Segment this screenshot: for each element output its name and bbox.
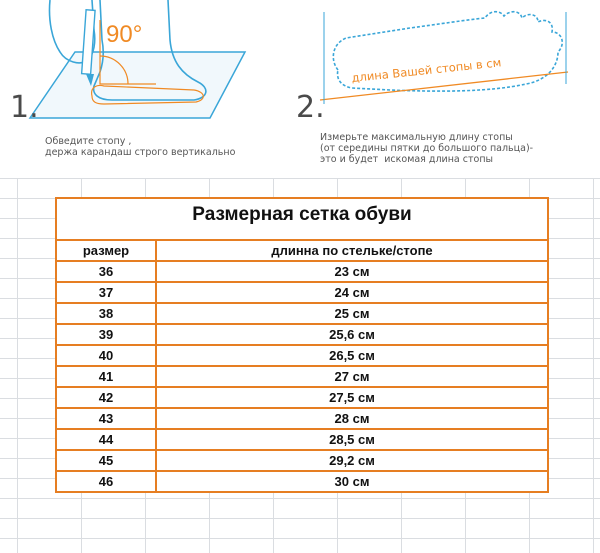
size-cell: 45 [56,450,156,471]
table-row [56,429,548,450]
size-cell: 36 [56,261,156,282]
length-cell: 27 см [156,366,548,387]
step-2 [290,0,600,178]
step-number-1: 1. [10,90,39,125]
length-cell: 24 см [156,282,548,303]
table-header-row [56,240,548,261]
length-cell: 28,5 см [156,429,548,450]
length-cell: 29,2 см [156,450,548,471]
length-cell: 23 см [156,261,548,282]
size-cell: 40 [56,345,156,366]
table-row [56,450,548,471]
size-cell: 43 [56,408,156,429]
size-cell: 37 [56,282,156,303]
instructions-panel [0,0,600,178]
size-cell: 38 [56,303,156,324]
size-cell: 44 [56,429,156,450]
length-cell: 28 см [156,408,548,429]
table-spacer [56,230,548,240]
foot-length-label: длина Вашей стопы в см [350,55,502,85]
table-row [56,366,548,387]
table-row [56,387,548,408]
length-cell: 25 см [156,303,548,324]
size-cell: 46 [56,471,156,492]
size-cell: 39 [56,324,156,345]
step-number-2: 2. [296,90,325,125]
length-cell: 30 см [156,471,548,492]
table-row [56,282,548,303]
table-title: Размерная сетка обуви [56,198,548,230]
size-cell: 42 [56,387,156,408]
shoe-size-table [55,197,549,493]
length-cell: 25,6 см [156,324,548,345]
table-row [56,324,548,345]
size-cell: 41 [56,366,156,387]
length-cell: 26,5 см [156,345,548,366]
table-row [56,408,548,429]
step-1 [0,0,290,178]
table-row [56,471,548,492]
step-1-caption: Обведите стопу , держа карандаш строго вертикально [45,136,236,158]
step-2-caption: Измерьте максимальную длину стопы (от середины пятки до большого пальца)- это и будет искомая длина стопы [320,132,534,165]
length-cell: 27,5 см [156,387,548,408]
table-row [56,261,548,282]
table-row [56,303,548,324]
table-row [56,345,548,366]
header-size: размер [56,240,156,261]
angle-label: 90° [106,21,143,48]
header-length: длинна по стельке/стопе [156,240,548,261]
